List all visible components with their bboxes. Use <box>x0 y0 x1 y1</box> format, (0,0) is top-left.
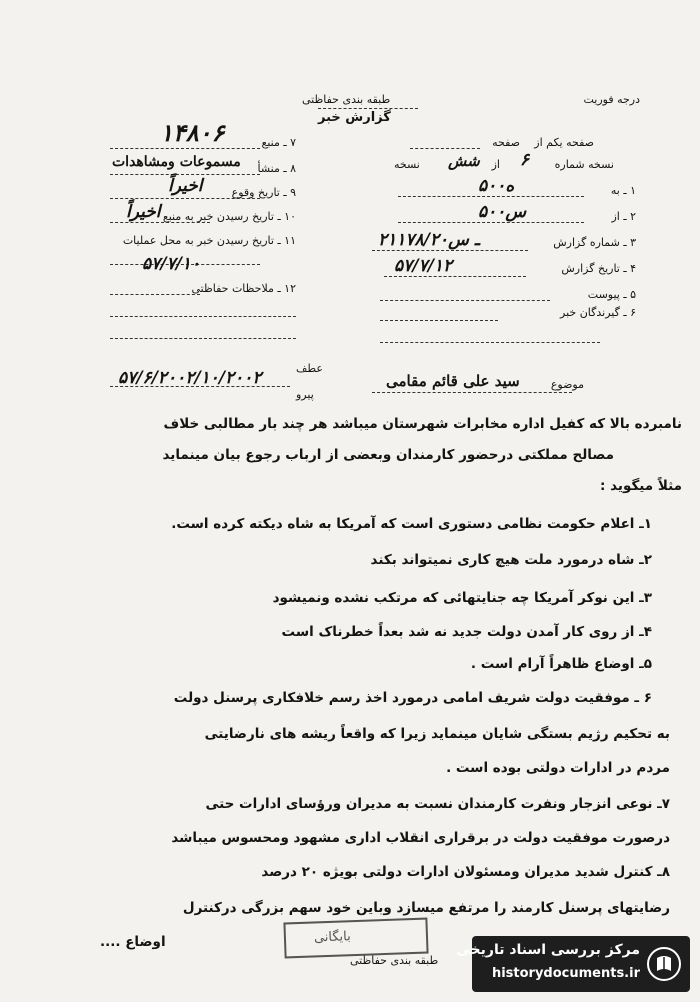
field-1-label: ۱ ـ به <box>610 184 636 197</box>
ref-label-bottom: پیرو <box>296 388 314 401</box>
ref-value: ۵۷/۶/۲۰۰۲/۱۰/۲۰۰۲ <box>118 368 262 388</box>
field-8-value: مسموعات ومشاهدات <box>112 154 241 170</box>
field-2-value: ۵۰۰س <box>478 202 527 222</box>
field-7-label: ۷ ـ منبع <box>261 136 296 149</box>
body-item-3: ۳ـ این نوکر آمریکا چه جنایتهائی که مرتکب نشده ونمیشود <box>272 590 652 606</box>
archive-stamp <box>283 917 428 958</box>
copy-number-value: ۶ <box>520 150 530 170</box>
field-10-value: اخیراً <box>126 202 161 222</box>
archive-stamp-text: بایگانی <box>313 929 352 946</box>
body-item-7b: درصورت موفقیت دولت در برقراری انقلاب اداری مشهود ومحسوس میباشد <box>171 830 670 846</box>
field-2-label: ۲ ـ از <box>611 210 636 223</box>
field-10-label: ۱۰ ـ تاریخ رسیدن خبر به منبع <box>162 210 296 223</box>
body-item-8a: ۸ـ کنترل شدید مدیران ومسئولان ادارات دولتی بویژه ۲۰ درصد <box>261 864 670 880</box>
field-11-value: ۵۷/۷/۱۰ <box>142 254 201 274</box>
subject-value: سید علی قائم مقامی <box>386 372 520 390</box>
body-item-6b: به تحکیم رژیم بستگی شایان مینماید زیرا که واقعاً ریشه های نارضایتی <box>204 726 670 742</box>
handwritten-number: ۱۴۸۰۶ <box>160 118 225 147</box>
page-suffix: صفحه <box>492 136 520 149</box>
field-9-value: اخیراً <box>168 176 203 196</box>
body-item-7a: ۷ـ نوعی انزجار ونفرت کارمندان نسبت به مدیران ورؤسای ادارات حتی <box>205 796 670 812</box>
body-item-8c: اوضاع .... <box>100 934 166 950</box>
body-item-1: ۱ـ اعلام حکومت نظامی دستوری است که آمریکا به شاه دیکته کرده است. <box>171 516 652 532</box>
body-item-5: ۵ـ اوضاع ظاهراً آرام است . <box>470 656 652 672</box>
body-item-8b: رضایتهای پرسنل کارمند را مرتفع میسازد وباین خود سهم بزرگی درکنترل <box>182 900 670 916</box>
classification-bottom: طبقه بندی حفاظتی <box>350 954 439 967</box>
copy-number-label: نسخه شماره <box>554 158 614 171</box>
classification-top: طبقه بندی حفاظتی <box>302 93 391 106</box>
subject-label: موضوع <box>550 378 584 391</box>
urgency-label: درجه فوریت <box>583 93 640 106</box>
field-3-label: ۳ ـ شماره گزارش <box>553 236 636 249</box>
field-4-label: ۴ ـ تاریخ گزارش <box>561 262 636 275</box>
field-1-value: ۵۰۰ه <box>478 176 515 196</box>
copy-total-value: شش <box>448 152 480 170</box>
field-11-label: ۱۱ ـ تاریخ رسیدن خبر به محل عملیات <box>122 234 296 247</box>
ref-label-top: عطف <box>296 362 323 375</box>
field-12-label: ۱۲ ـ ملاحظات حفاظتی <box>191 282 296 295</box>
body-item-4: ۴ـ از روی کار آمدن دولت جدید نه شد بعداً خطرناک است <box>281 624 652 640</box>
body-line-3: مثلاً میگوید : <box>600 478 682 494</box>
field-9-label: ۹ ـ تاریخ وقوع <box>231 186 296 199</box>
document-logo-icon <box>646 946 682 982</box>
body-line-2: مصالح مملکتی درحضور کارمندان وبعضی از ارباب رجوع بیان مینماید <box>162 447 614 463</box>
field-8-label: ۸ ـ منشأ <box>257 162 296 175</box>
watermark-url: historydocuments.ir <box>491 966 640 981</box>
body-item-2: ۲ـ شاه درمورد ملت هیچ کاری نمیتواند بکند <box>370 552 652 568</box>
copy-of-label: از <box>491 158 500 171</box>
body-item-6a: ۶ ـ موفقیت دولت شریف امامی درمورد اخذ رسم خلافکاری پرسنل دولت <box>173 690 652 706</box>
field-6-label: ۶ ـ گیرندگان خبر <box>560 306 636 319</box>
field-5-label: ۵ ـ پیوست <box>587 288 636 301</box>
field-4-value: ۵۷/۷/۱۲ <box>394 256 453 276</box>
field-3-value: ۲۱۱۷۸/۲۰ـ س <box>378 230 480 250</box>
page-label: صفحه یکم از <box>534 136 594 149</box>
watermark-name: مرکز بررسی اسناد تاریخی <box>456 942 640 958</box>
copy-suffix: نسخه <box>394 158 420 171</box>
report-title: گزارش خبر <box>318 110 391 125</box>
body-line-1: نامبرده بالا که کفیل اداره مخابرات شهرستان میباشد هر چند بار مطالبی خلاف <box>163 416 682 432</box>
watermark <box>456 936 690 992</box>
body-item-6c: مردم در ادارات دولتی بوده است . <box>446 760 670 776</box>
